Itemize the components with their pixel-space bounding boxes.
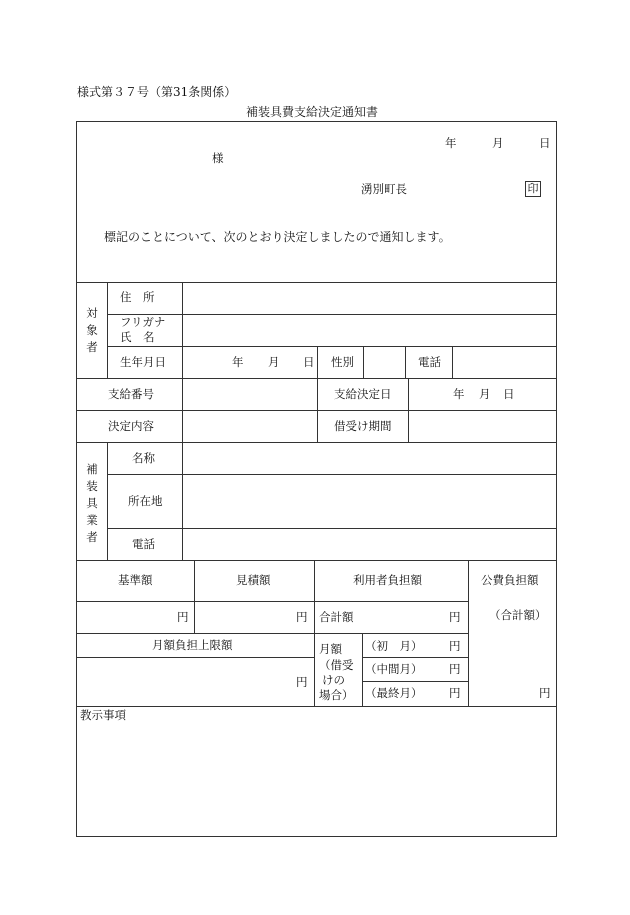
last-month-label: （最終月）: [365, 686, 423, 700]
subject-phone-label: 電話: [418, 355, 441, 369]
standard-amount-label: 基準額: [118, 573, 153, 587]
decision-day: 日: [503, 387, 515, 401]
monthly-limit-label: 月額負担上限額: [152, 638, 233, 652]
decision-year: 年: [453, 387, 465, 401]
estimate-yen: 円: [296, 610, 308, 624]
user-burden-label: 利用者負担額: [353, 573, 422, 587]
form-number: 様式第３７号（第31条関係）: [77, 85, 237, 99]
issuer-name: 湧別町長: [361, 182, 407, 196]
instructions-label: 教示事項: [80, 708, 126, 722]
middle-month-yen: 円: [449, 662, 461, 676]
decision-date-label: 支給決定日: [334, 387, 392, 401]
monthly-limit-yen: 円: [296, 675, 308, 689]
form-title: 補装具費支給決定通知書: [246, 105, 379, 119]
subject-group-label: 対象者: [86, 306, 98, 354]
decision-content-label: 決定内容: [108, 419, 154, 433]
recipient-suffix: 様: [212, 151, 224, 165]
birth-year: 年: [232, 355, 244, 369]
seal-mark: 印: [525, 181, 541, 197]
public-burden-label: 公費負担額: [481, 573, 539, 587]
vendor-group-label: 補装具業者: [86, 462, 98, 544]
payment-number-label: 支給番号: [108, 387, 154, 401]
monthly-lease-line3: けの: [322, 673, 345, 687]
vendor-phone-label: 電話: [132, 537, 155, 551]
gender-label: 性別: [331, 355, 354, 369]
notice-date-day: 日: [539, 136, 551, 150]
decision-month: 月: [479, 387, 491, 401]
notice-message: 標記のことについて、次のとおり決定しましたので通知します。: [104, 230, 451, 244]
public-total-label: （合計額）: [489, 608, 547, 622]
vendor-location-label: 所在地: [128, 494, 163, 508]
estimate-amount-label: 見積額: [236, 573, 271, 587]
furigana-label: フリガナ: [120, 315, 166, 329]
birth-month: 月: [268, 355, 280, 369]
middle-month-label: （中間月）: [365, 662, 423, 676]
first-month-label: （初 月）: [365, 639, 423, 653]
first-month-yen: 円: [449, 639, 461, 653]
name-label: 氏 名: [120, 330, 155, 344]
birthdate-label: 生年月日: [120, 355, 166, 369]
monthly-lease-line1: 月額: [319, 642, 342, 656]
user-total-yen: 円: [449, 610, 461, 624]
notice-date-year: 年: [445, 136, 457, 150]
lease-period-label: 借受け期間: [334, 419, 392, 433]
monthly-lease-line2: （借受: [319, 658, 354, 672]
public-total-yen: 円: [539, 686, 551, 700]
vendor-name-label: 名称: [132, 451, 155, 465]
notice-date-month: 月: [492, 136, 504, 150]
monthly-lease-line4: 場合）: [319, 688, 354, 702]
last-month-yen: 円: [449, 686, 461, 700]
address-label: 住 所: [120, 290, 155, 304]
birth-day: 日: [303, 355, 315, 369]
standard-yen: 円: [177, 610, 189, 624]
user-total-label: 合計額: [319, 610, 354, 624]
